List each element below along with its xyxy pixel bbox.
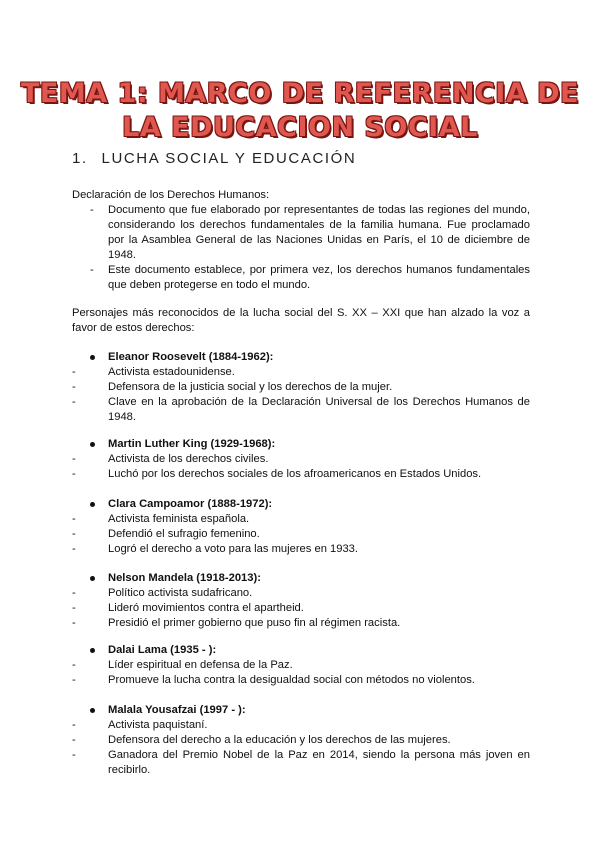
person-malala-yousafzai <box>72 703 530 778</box>
declaration-item: - Documento que fue elaborado por representantes de todas las regiones del mundo, considerando los derechos fundamentales de la familia humana. Fue proclamado por la Asamblea General de las Naciones Unidas en París, el 10 de diciembre de 1948. <box>72 203 530 263</box>
person-fact: - Lideró movimientos contra el apartheid. <box>72 601 530 616</box>
person-name: Malala Yousafzai (1997 - ): <box>72 703 530 718</box>
declaration-item: - Este documento establece, por primera vez, los derechos humanos fundamentales que deben protegerse en todo el mundo. <box>72 263 530 293</box>
person-fact: - Activista feminista española. <box>72 512 530 527</box>
person-eleanor-roosevelt <box>72 350 530 425</box>
person-fact: - Defensora del derecho a la educación y los derechos de las mujeres. <box>72 733 530 748</box>
person-fact: - Defendió el sufragio femenino. <box>72 527 530 542</box>
person-name: Martin Luther King (1929-1968): <box>72 437 530 452</box>
person-name: Nelson Mandela (1918-2013): <box>72 571 530 586</box>
person-dalai-lama <box>72 643 530 688</box>
person-facts <box>72 365 530 425</box>
person-fact: - Luchó por los derechos sociales de los afroamericanos en Estados Unidos. <box>72 467 530 482</box>
person-fact: - Activista estadounidense. <box>72 365 530 380</box>
person-fact: - Promueve la lucha contra la desigualdad social con métodos no violentos. <box>72 673 530 688</box>
person-fact: - Líder espiritual en defensa de la Paz. <box>72 658 530 673</box>
declaration-list <box>72 203 530 293</box>
person-nelson-mandela <box>72 571 530 631</box>
person-fact: - Activista de los derechos civiles. <box>72 452 530 467</box>
person-fact: - Político activista sudafricano. <box>72 586 530 601</box>
person-clara-campoamor <box>72 497 530 557</box>
person-fact: - Activista paquistaní. <box>72 718 530 733</box>
person-facts <box>72 586 530 631</box>
section-number: 1. <box>72 150 88 167</box>
section-title: LUCHA SOCIAL Y EDUCACIÓN <box>101 150 357 167</box>
person-facts <box>72 512 530 557</box>
document-title-line-1: TEMA 1: MARCO DE REFERENCIA DE <box>21 78 579 109</box>
person-fact: - Logró el derecho a voto para las mujeres en 1933. <box>72 542 530 557</box>
section-heading <box>72 150 356 167</box>
person-name: Eleanor Roosevelt (1884-1962): <box>72 350 530 365</box>
person-martin-luther-king <box>72 437 530 482</box>
person-fact: - Presidió el primer gobierno que puso fin al régimen racista. <box>72 616 530 631</box>
person-facts <box>72 452 530 482</box>
person-fact: - Clave en la aprobación de la Declaración Universal de los Derechos Humanos de 1948. <box>72 395 530 425</box>
person-fact: - Ganadora del Premio Nobel de la Paz en 2014, siendo la persona más joven en recibirlo. <box>72 748 530 778</box>
person-name: Clara Campoamor (1888-1972): <box>72 497 530 512</box>
person-name: Dalai Lama (1935 - ): <box>72 643 530 658</box>
person-facts <box>72 718 530 778</box>
document-title-line-2: LA EDUCACION SOCIAL <box>122 112 478 143</box>
person-facts <box>72 658 530 688</box>
declaration-label: Declaración de los Derechos Humanos: <box>72 189 270 201</box>
person-fact: - Defensora de la justicia social y los derechos de la mujer. <box>72 380 530 395</box>
people-intro-paragraph: Personajes más reconocidos de la lucha social del S. XX – XXI que han alzado la voz a favor de estos derechos: <box>72 307 530 334</box>
